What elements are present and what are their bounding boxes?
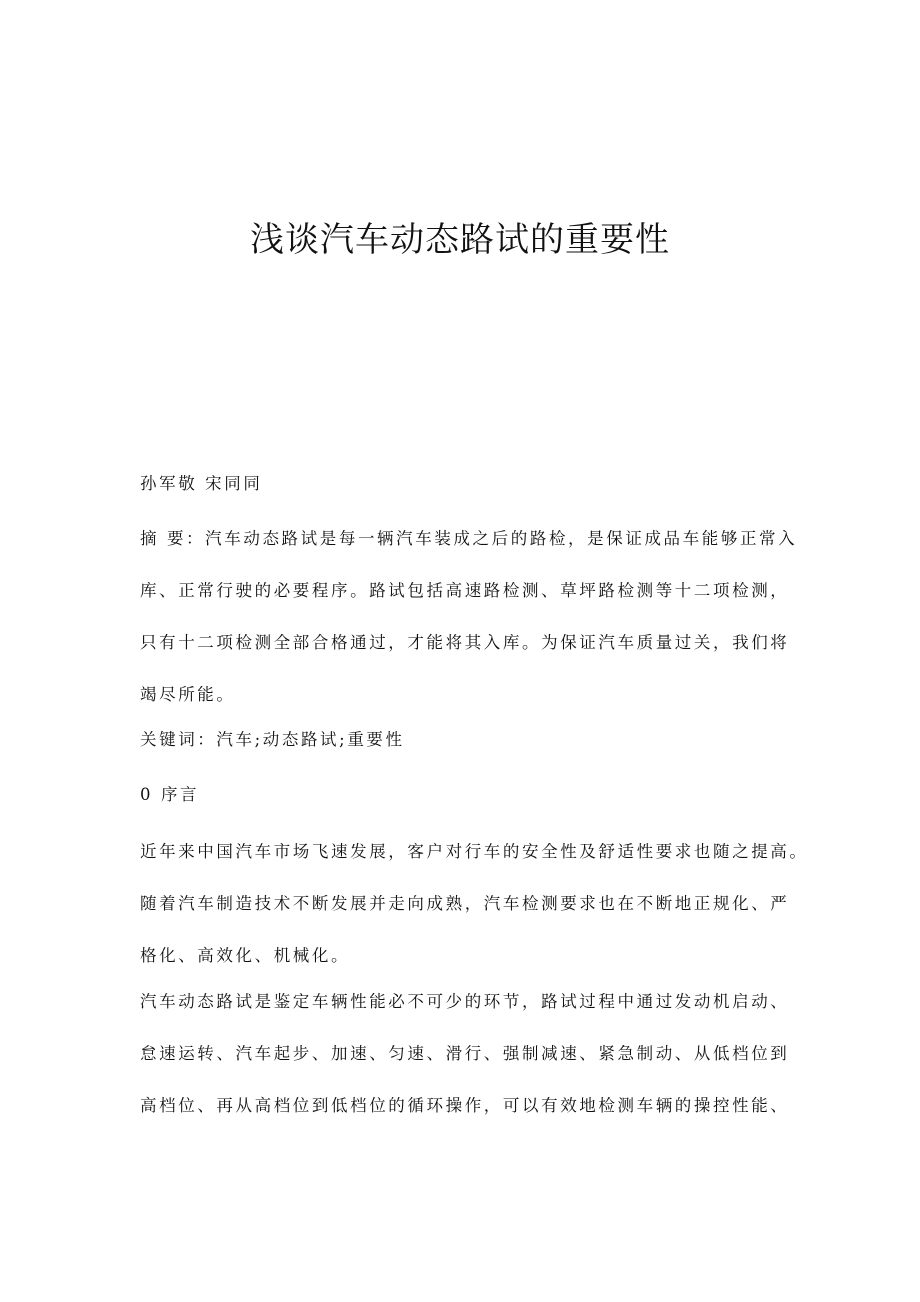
paragraph-line: 近年来中国汽车市场飞速发展，客户对行车的安全性及舒适性要求也随之提高。 <box>140 842 809 861</box>
body-paragraph-2 <box>140 976 790 1132</box>
paragraph-line: 格化、高效化、机械化。 <box>140 946 351 965</box>
paragraph-line: 随着汽车制造技术不断发展并走向成熟，汽车检测要求也在不断地正规化、严 <box>140 894 790 913</box>
abstract-line: 库、正常行驶的必要程序。路试包括高速路检测、草坪路检测等十二项检测， <box>140 581 790 600</box>
paragraph-line: 汽车动态路试是鉴定车辆性能必不可少的环节，路试过程中通过发动机启动、 <box>140 992 790 1011</box>
author-line: 孙军敬 宋同同 <box>140 474 263 493</box>
keywords-line: 关键词：汽车;动态路试;重要性 <box>140 730 405 749</box>
abstract-line: 竭尽所能。 <box>140 685 236 704</box>
abstract-paragraph <box>140 513 798 721</box>
abstract-line: 只有十二项检测全部合格通过，才能将其入库。为保证汽车质量过关，我们将 <box>140 633 790 652</box>
paragraph-line: 高档位、再从高档位到低档位的循环操作，可以有效地检测车辆的操控性能、 <box>140 1096 790 1115</box>
document-title: 浅谈汽车动态路试的重要性 <box>250 220 670 260</box>
body-paragraph-1 <box>140 826 809 982</box>
section-heading: 0 序言 <box>140 785 200 804</box>
paragraph-line: 怠速运转、汽车起步、加速、匀速、滑行、强制减速、紧急制动、从低档位到 <box>140 1044 790 1063</box>
abstract-line: 摘 要：汽车动态路试是每一辆汽车装成之后的路检，是保证成品车能够正常入 <box>140 529 798 548</box>
